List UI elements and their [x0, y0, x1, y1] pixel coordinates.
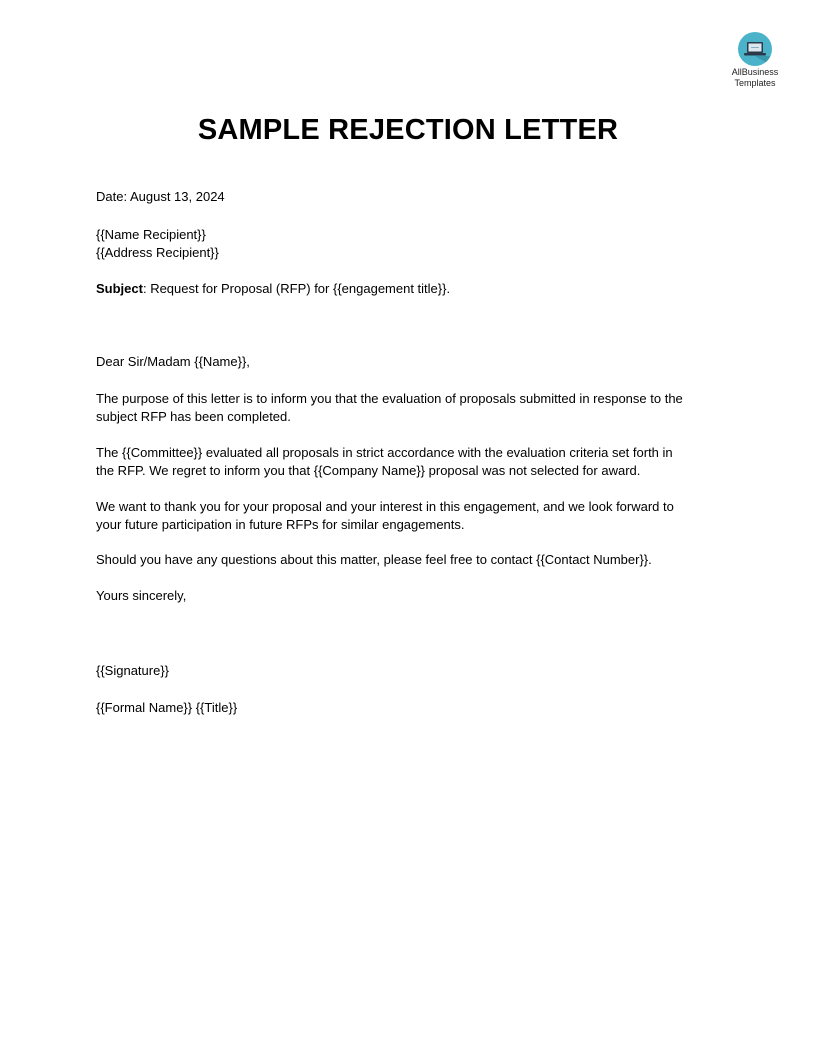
subject-label: Subject	[96, 281, 143, 296]
recipient-name: {{Name Recipient}}	[96, 227, 206, 242]
paragraph-4-line-1: Should you have any questions about this matter, please feel free to contact {{Contact Number}}.	[96, 552, 652, 567]
logo-brand-line1: AllBusiness	[731, 67, 779, 77]
subject-line	[96, 280, 450, 298]
paragraph-1-line-2: subject RFP has been completed.	[96, 409, 291, 424]
closing: Yours sincerely,	[96, 588, 187, 603]
paragraph-2-line-1: The {{Committee}} evaluated all proposals in strict accordance with the evaluation criteria set forth in	[96, 445, 673, 460]
allbusiness-templates-logo	[724, 32, 786, 88]
paragraph-3-line-2: your future participation in future RFPs for similar engagements.	[96, 517, 465, 532]
signature-placeholder: {{Signature}}	[96, 663, 170, 678]
formal-name-title: {{Formal Name}} {{Title}}	[96, 700, 238, 715]
subject-text: : Request for Proposal (RFP) for {{engagement title}}.	[142, 281, 451, 296]
salutation: Dear Sir/Madam {{Name}},	[96, 354, 250, 369]
letter-date: Date: August 13, 2024	[96, 189, 225, 204]
document-title: SAMPLE REJECTION LETTER	[197, 114, 619, 146]
paragraph-2-line-2: the RFP. We regret to inform you that {{Company Name}} proposal was not selected for award.	[96, 463, 641, 478]
paragraph-1-line-1: The purpose of this letter is to inform you that the evaluation of proposals submitted in response to the	[96, 391, 683, 406]
logo-brand-line2: Templates	[734, 78, 776, 88]
recipient-address: {{Address Recipient}}	[96, 245, 219, 260]
laptop-icon	[738, 32, 772, 66]
paragraph-3-line-1: We want to thank you for your proposal and your interest in this engagement, and we look forward to	[96, 499, 674, 514]
